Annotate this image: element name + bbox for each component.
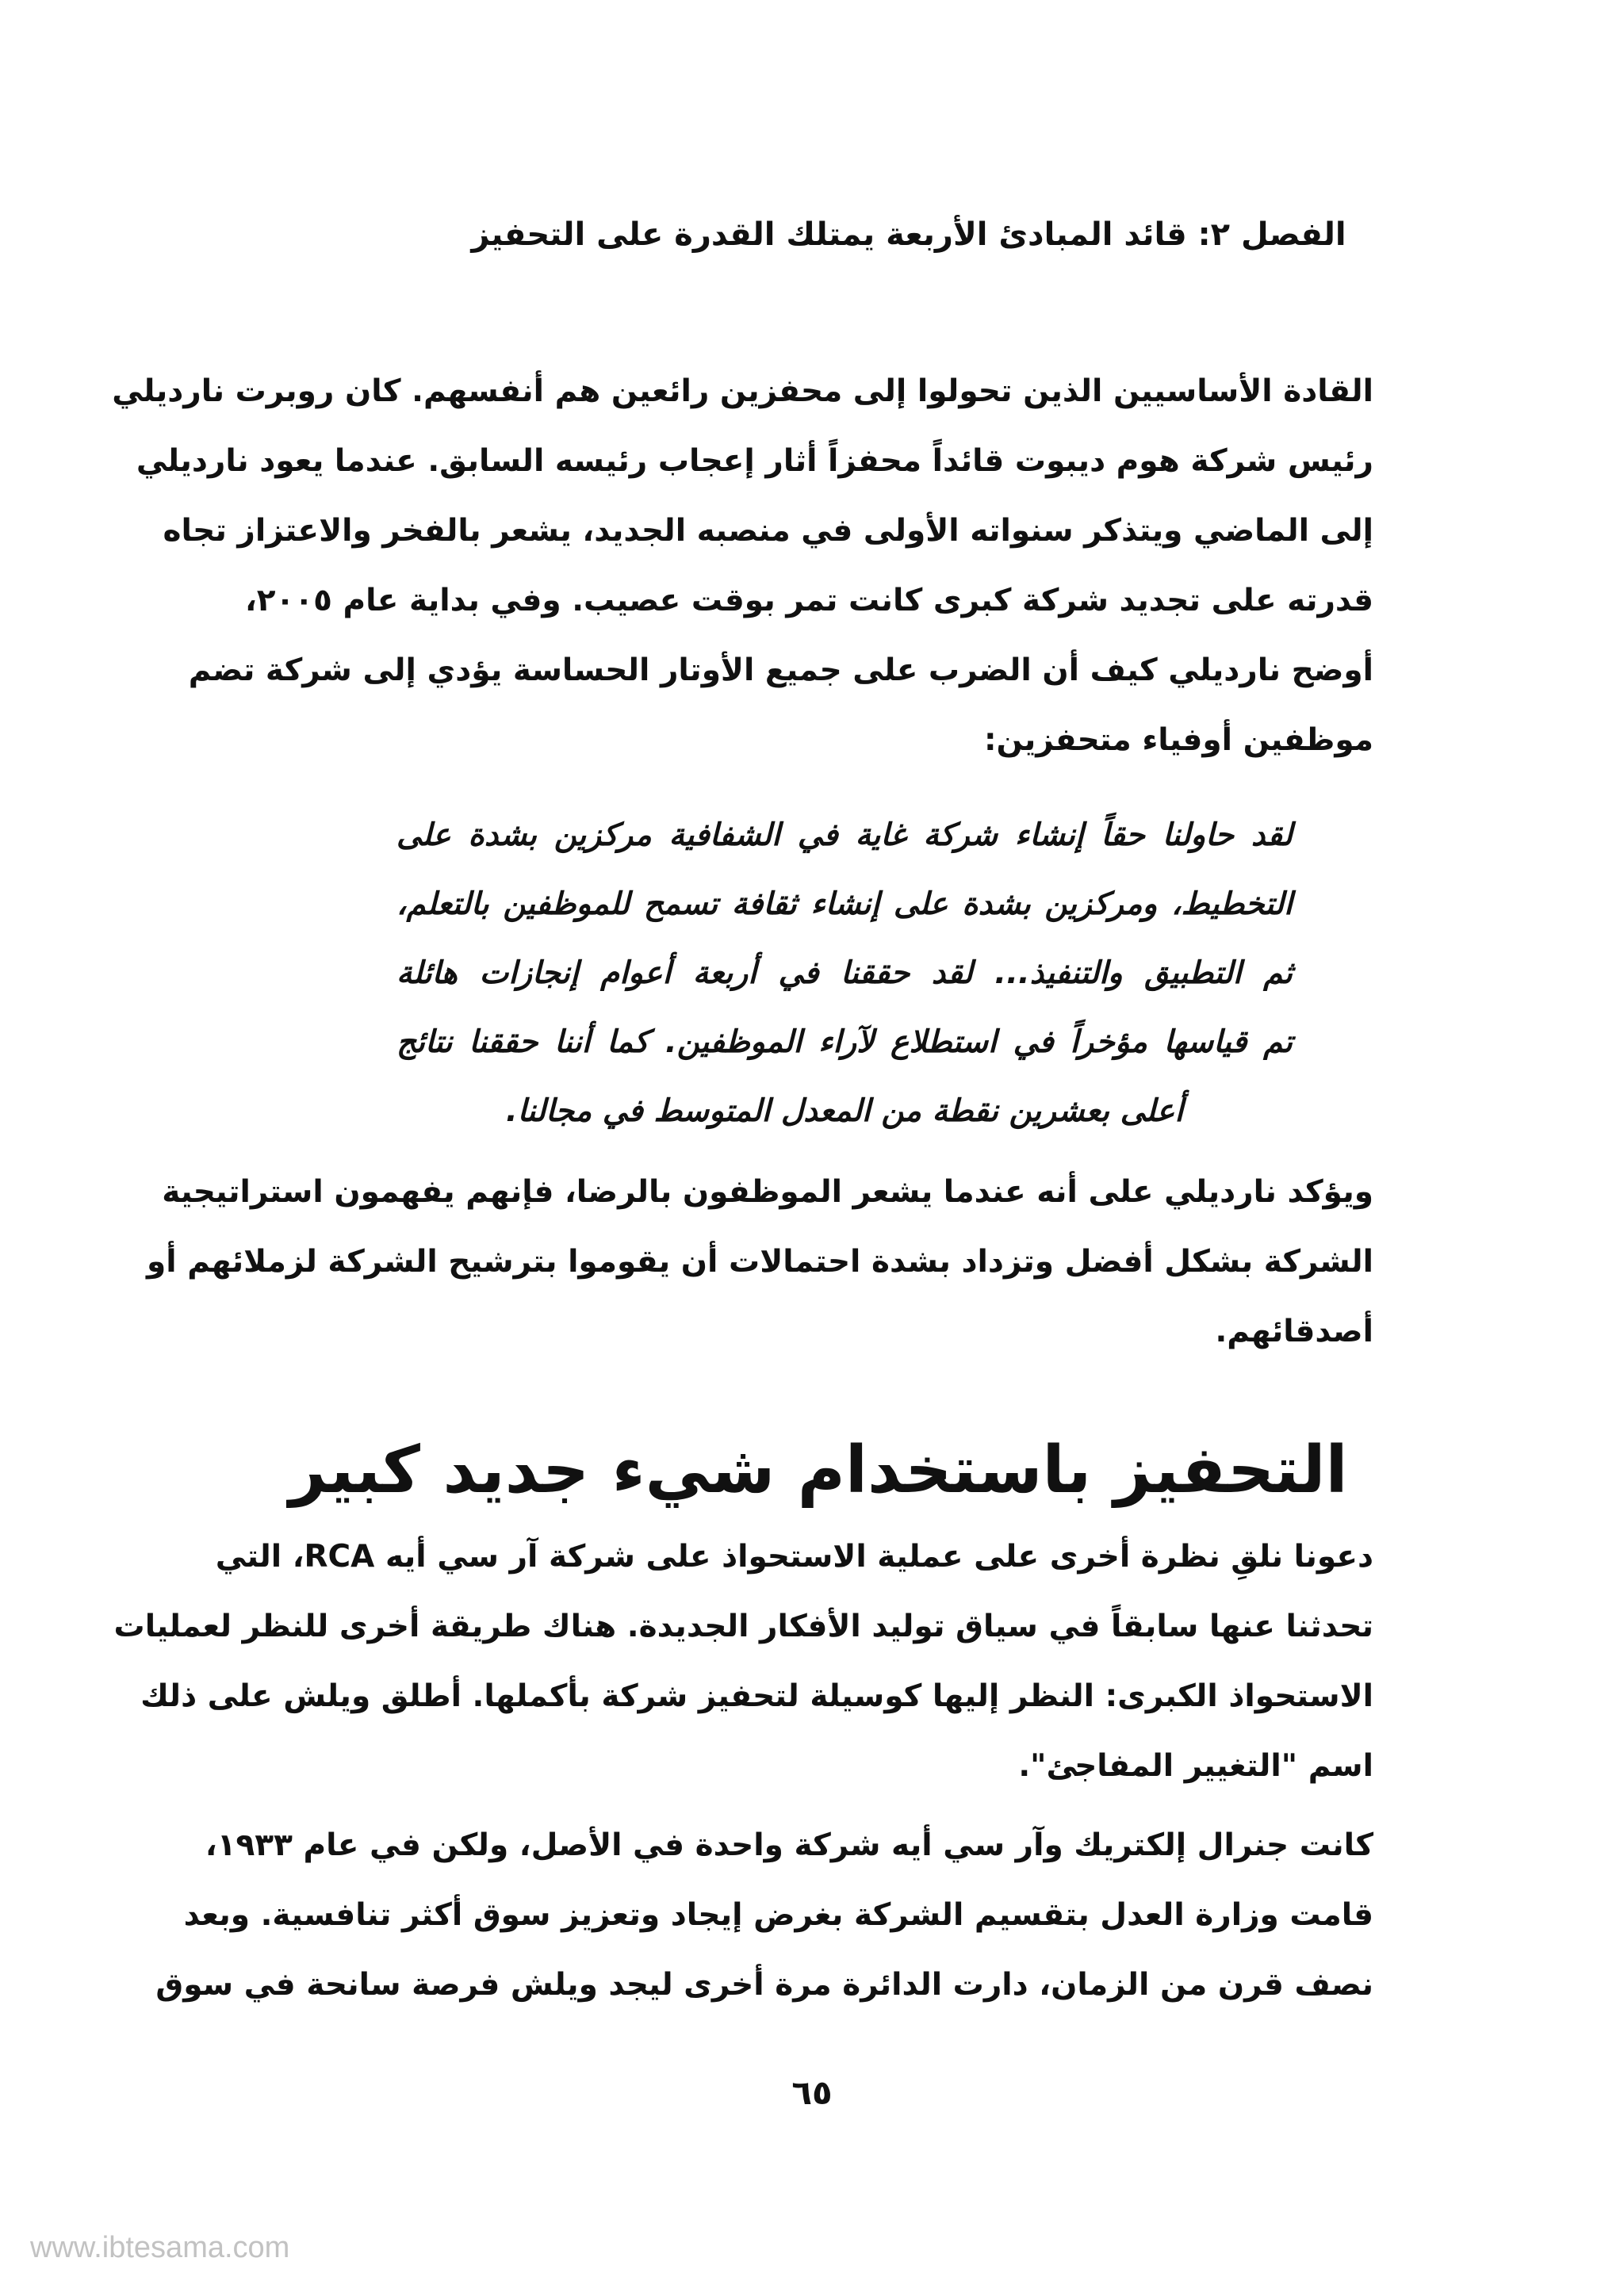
page-number: ٦٥	[791, 2073, 833, 2112]
running-header: الفصل ٢: قائد المبادئ الأربعة يمتلك القدرة على التحفيز	[471, 216, 1346, 253]
quote-line: التخطيط، ومركزين بشدة على إنشاء ثقافة تسمح للموظفين بالتعلم،	[396, 886, 1293, 922]
quote-line: ثم التطبيق والتنفيذ... لقد حققنا في أربعة أعوام إنجازات هائلة	[396, 955, 1293, 991]
paragraph-line: موظفين أوفياء متحفزين:	[983, 722, 1373, 758]
paragraph-line: أوضح ناردیلي كيف أن الضرب على جميع الأوتار الحساسة يؤدي إلى شركة تضم	[188, 652, 1373, 688]
paragraph-line: كانت جنرال إلكتريك وآر سي أيه شركة واحدة في الأصل، ولكن في عام ١٩٣٣،	[205, 1827, 1373, 1863]
block-quote	[396, 801, 1293, 1146]
paragraph-satisfaction	[147, 1158, 1373, 1367]
section-heading: التحفيز باستخدام شيء جديد كبير	[289, 1433, 1348, 1508]
paragraph-line: دعونا نلقِ نظرة أخرى على عملية الاستحواذ على شركة آر سي أيه RCA، التي	[215, 1539, 1373, 1575]
paragraph-line: الاستحواذ الكبرى: النظر إليها كوسيلة لتحفيز شركة بأكملها. أطلق ويلش على ذلك	[140, 1678, 1373, 1714]
paragraph-line: اسم "التغيير المفاجئ".	[1018, 1748, 1373, 1784]
paragraph-line: نصف قرن من الزمان، دارت الدائرة مرة أخرى ليجد ويلش فرصة سانحة في سوق	[155, 1967, 1373, 2003]
quote-line: تم قياسها مؤخراً في استطلاع لآراء الموظفين. كما أننا حققنا نتائج	[396, 1024, 1293, 1060]
watermark-link[interactable]: www.ibtesama.com	[30, 2231, 290, 2264]
quote-line: لقد حاولنا حقاً إنشاء شركة غاية في الشفافية مركزين بشدة على	[396, 817, 1293, 853]
paragraph-line: الشركة بشكل أفضل وتزداد بشدة احتمالات أن يقوموا بترشيح الشركة لزملائهم أو	[147, 1244, 1373, 1280]
paragraph-intro	[112, 357, 1373, 775]
paragraph-line: إلى الماضي ويتذكر سنواته الأولى في منصبه الجديد، يشعر بالفخر والاعتزاز تجاه	[163, 513, 1373, 549]
paragraph-line: ويؤكد ناردیلي على أنه عندما يشعر الموظفون بالرضا، فإنهم يفهمون استراتيجية	[162, 1174, 1373, 1210]
paragraph-ge	[155, 1811, 1373, 2020]
paragraph-line: قامت وزارة العدل بتقسيم الشركة بغرض إيجاد وتعزيز سوق أكثر تنافسية. وبعد	[183, 1897, 1373, 1933]
paragraph-line: رئيس شركة هوم ديبوت قائداً محفزاً أثار إعجاب رئيسه السابق. عندما يعود نارديلي	[136, 443, 1373, 479]
paragraph-rca	[113, 1522, 1373, 1801]
paragraph-line: القادة الأساسيين الذين تحولوا إلى محفزين رائعين هم أنفسهم. كان روبرت نارديلي	[112, 373, 1373, 409]
paragraph-line: أصدقائهم.	[1215, 1314, 1373, 1349]
paragraph-line: تحدثنا عنها سابقاً في سياق توليد الأفكار الجديدة. هناك طريقة أخرى للنظر لعمليات	[113, 1609, 1373, 1644]
paragraph-line: قدرته على تجديد شركة كبرى كانت تمر بوقت عصيب. وفي بداية عام ٢٠٠٥،	[244, 583, 1373, 618]
quote-line: أعلى بعشرين نقطة من المعدل المتوسط في مجالنا.	[505, 1093, 1184, 1129]
